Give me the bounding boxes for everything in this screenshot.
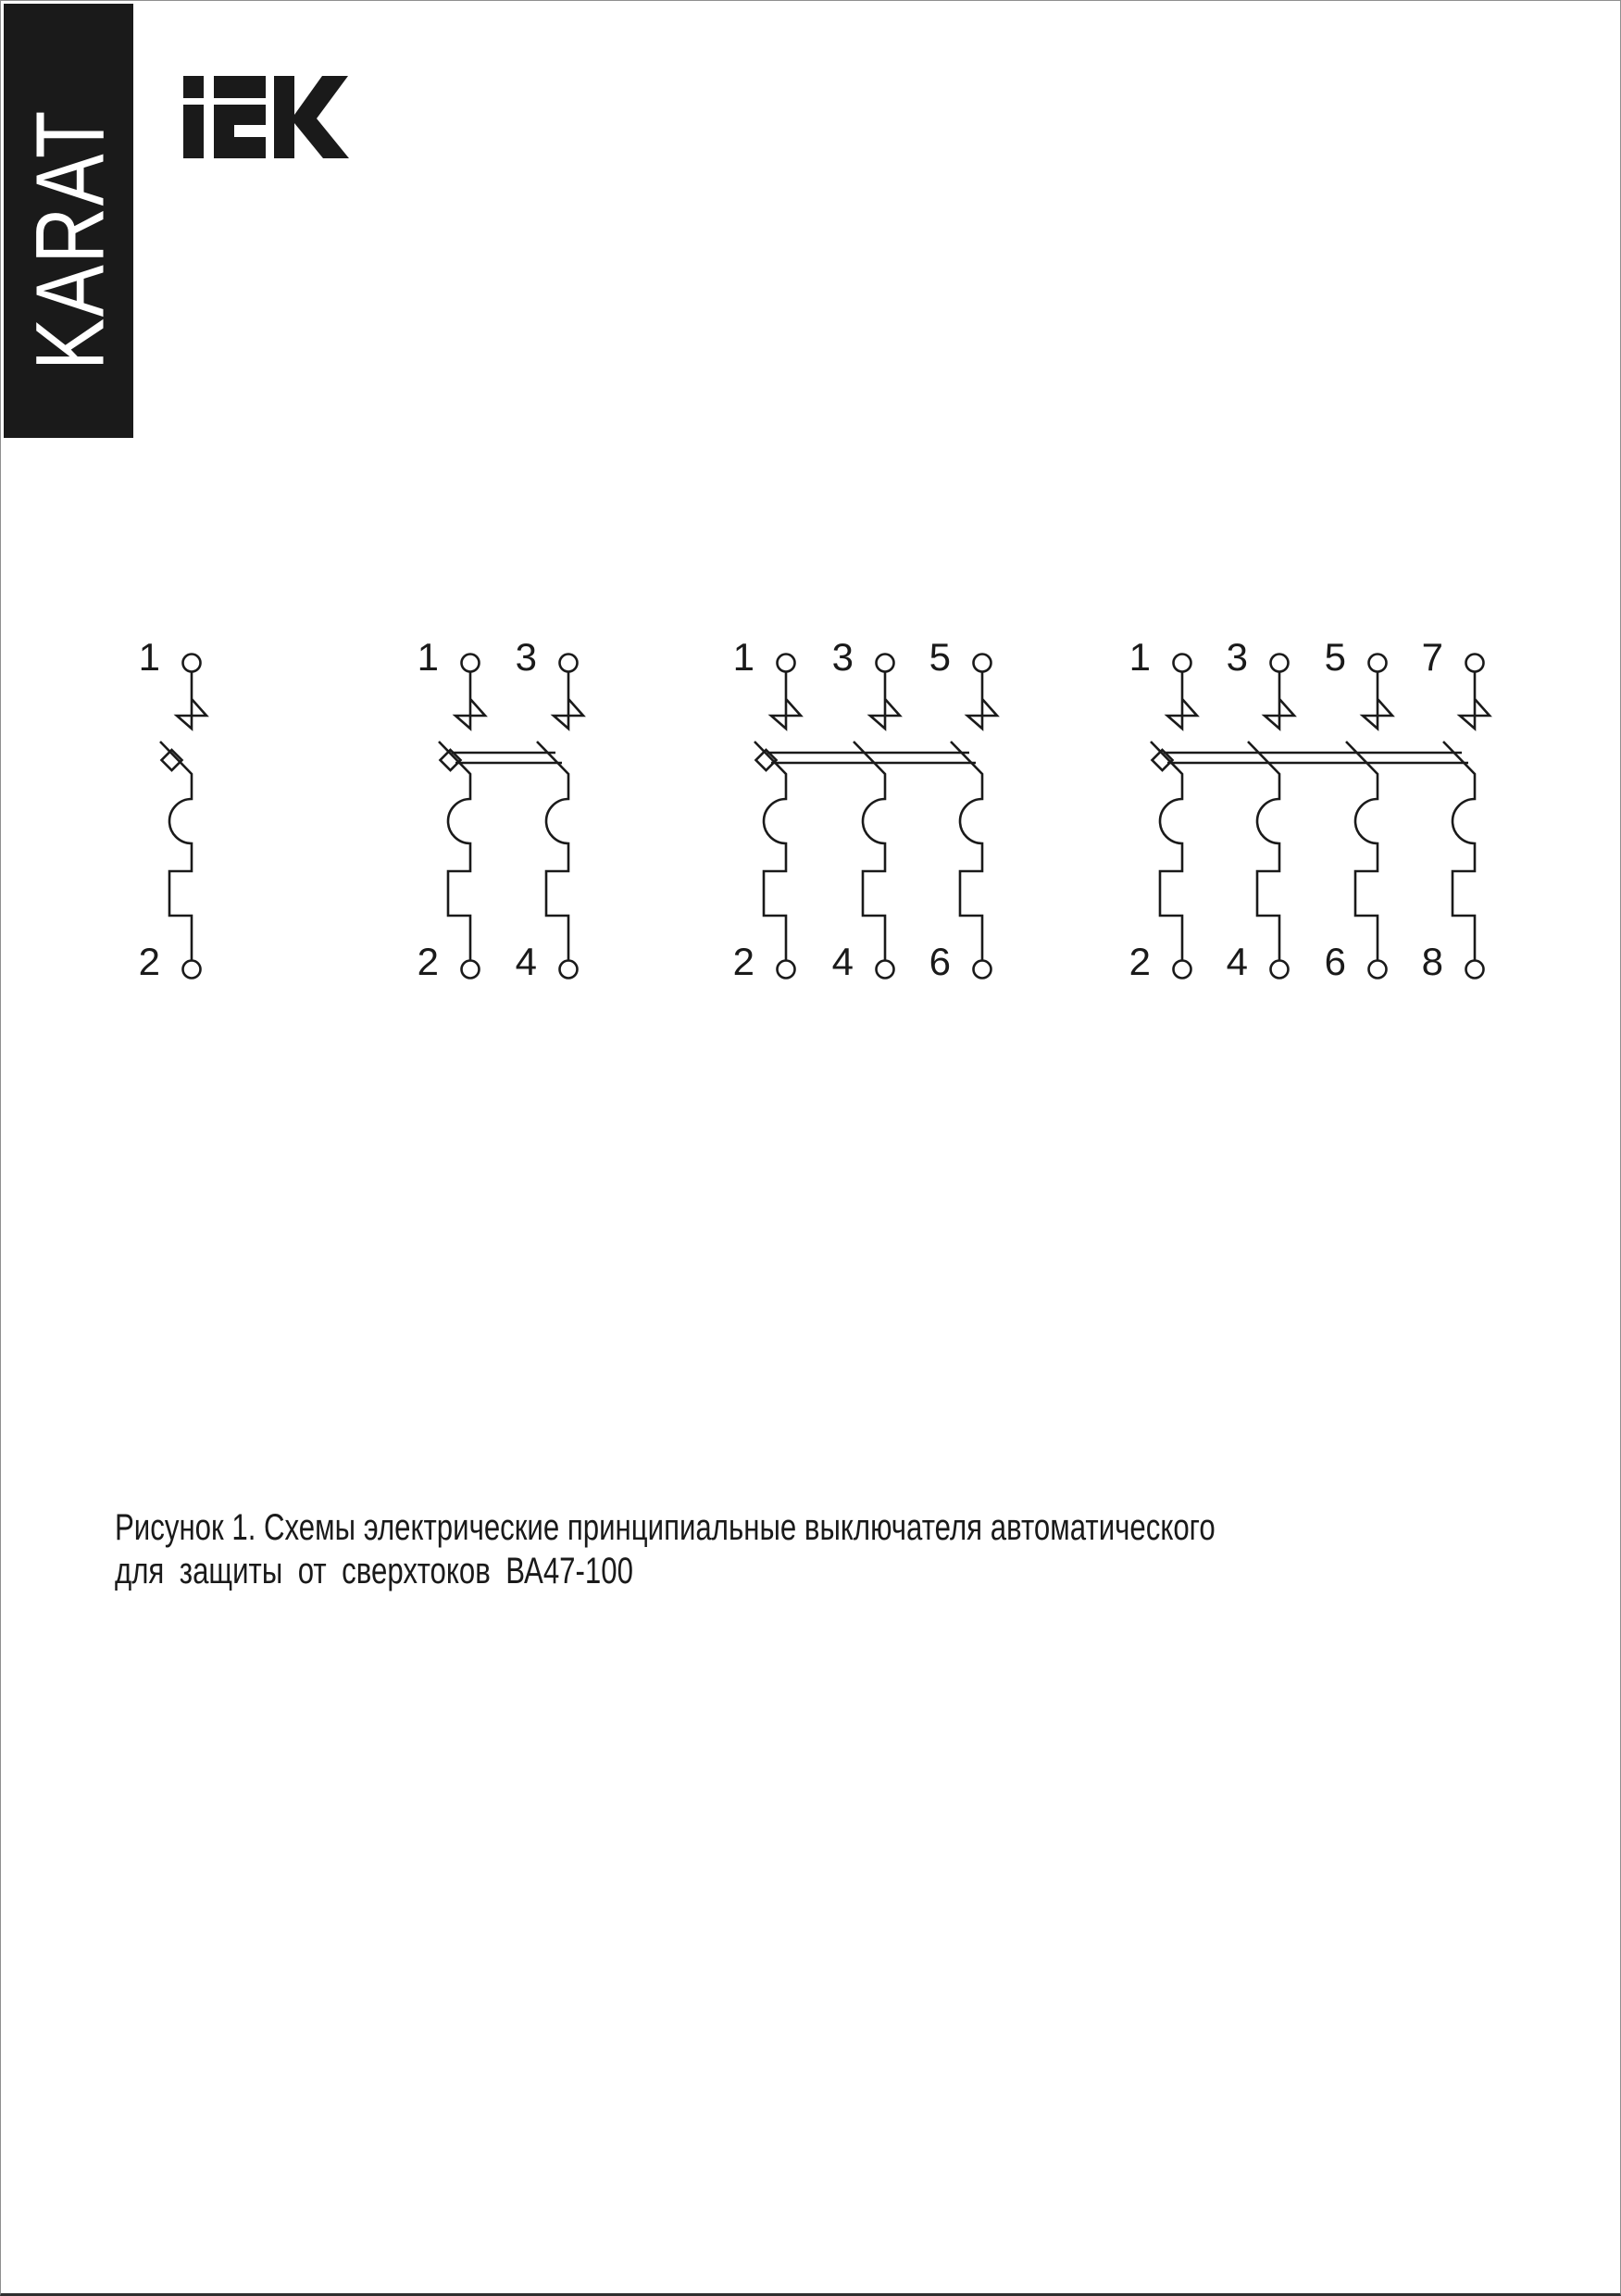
terminal-label-bottom: 4 (831, 940, 854, 983)
latch-square-icon (162, 750, 182, 770)
mechanical-linkage-lines (1164, 753, 1468, 763)
terminal-circle-top (462, 655, 480, 672)
figure-1-schematics (1, 1, 1621, 2296)
terminal-label-bottom: 6 (929, 940, 951, 983)
breaker-4-pole-diagram (1129, 635, 1490, 983)
terminal-label-bottom: 4 (515, 940, 537, 983)
terminal-circle-bottom (1174, 961, 1191, 979)
pole-path (439, 672, 485, 961)
terminal-label-bottom: 4 (1226, 940, 1248, 983)
pole-path (160, 672, 206, 961)
terminal-circle-top (1271, 655, 1289, 672)
terminal-circle-top (560, 655, 578, 672)
pole-path (754, 672, 801, 961)
terminal-label-bottom: 2 (732, 940, 754, 983)
terminal-circle-bottom (1369, 961, 1387, 979)
terminal-label-top: 3 (1226, 635, 1248, 679)
terminal-circle-top (877, 655, 894, 672)
latch-square-icon (441, 750, 461, 770)
terminal-circle-bottom (462, 961, 480, 979)
breaker-2-pole-diagram (418, 635, 583, 983)
breaker-1-pole-diagram (139, 635, 206, 983)
terminal-circle-top (1174, 655, 1191, 672)
breaker-3-pole-diagram (733, 635, 997, 983)
terminal-label-top: 1 (1128, 635, 1151, 679)
terminal-circle-top (1369, 655, 1387, 672)
iek-logo (1, 1, 390, 205)
figure-caption-line2: для защиты от сверхтоков ВА47-100 (115, 1551, 633, 1591)
terminal-label-bottom: 2 (417, 940, 439, 983)
terminal-label-top: 1 (732, 635, 754, 679)
pole-path (537, 672, 583, 961)
terminal-circle-top (778, 655, 795, 672)
terminal-circle-bottom (183, 961, 201, 979)
pole-path (854, 672, 900, 961)
terminal-circle-top (183, 655, 201, 672)
terminal-circle-bottom (974, 961, 991, 979)
pole-path (1346, 672, 1392, 961)
terminal-circle-bottom (560, 961, 578, 979)
terminal-label-top: 7 (1421, 635, 1443, 679)
terminal-label-top: 3 (515, 635, 537, 679)
iek-logo-glyphs (183, 76, 349, 158)
terminal-label-bottom: 6 (1324, 940, 1346, 983)
terminal-circle-bottom (778, 961, 795, 979)
terminal-label-bottom: 8 (1421, 940, 1443, 983)
terminal-label-top: 3 (831, 635, 854, 679)
mechanical-linkage-lines (767, 753, 976, 763)
terminal-label-top: 5 (1324, 635, 1346, 679)
figure-caption-line1: Рисунок 1. Схемы электрические принципиальные выключателя автоматического (115, 1507, 1216, 1548)
karat-banner-label: KARAT (16, 109, 125, 370)
mechanical-linkage-lines (452, 753, 562, 763)
terminal-label-top: 5 (929, 635, 951, 679)
terminal-label-top: 1 (417, 635, 439, 679)
latch-square-icon (1153, 750, 1173, 770)
pole-path (1443, 672, 1490, 961)
pole-path (1151, 672, 1197, 961)
terminal-label-bottom: 2 (138, 940, 160, 983)
terminal-circle-bottom (1466, 961, 1484, 979)
pole-path (951, 672, 997, 961)
terminal-circle-bottom (1271, 961, 1289, 979)
terminal-circle-top (974, 655, 991, 672)
terminal-label-top: 1 (138, 635, 160, 679)
terminal-label-bottom: 2 (1128, 940, 1151, 983)
figure-caption (115, 1506, 1476, 1593)
terminal-circle-top (1466, 655, 1484, 672)
latch-square-icon (756, 750, 777, 770)
pole-path (1248, 672, 1294, 961)
figure-caption-text (115, 1506, 1216, 1593)
terminal-circle-bottom (877, 961, 894, 979)
